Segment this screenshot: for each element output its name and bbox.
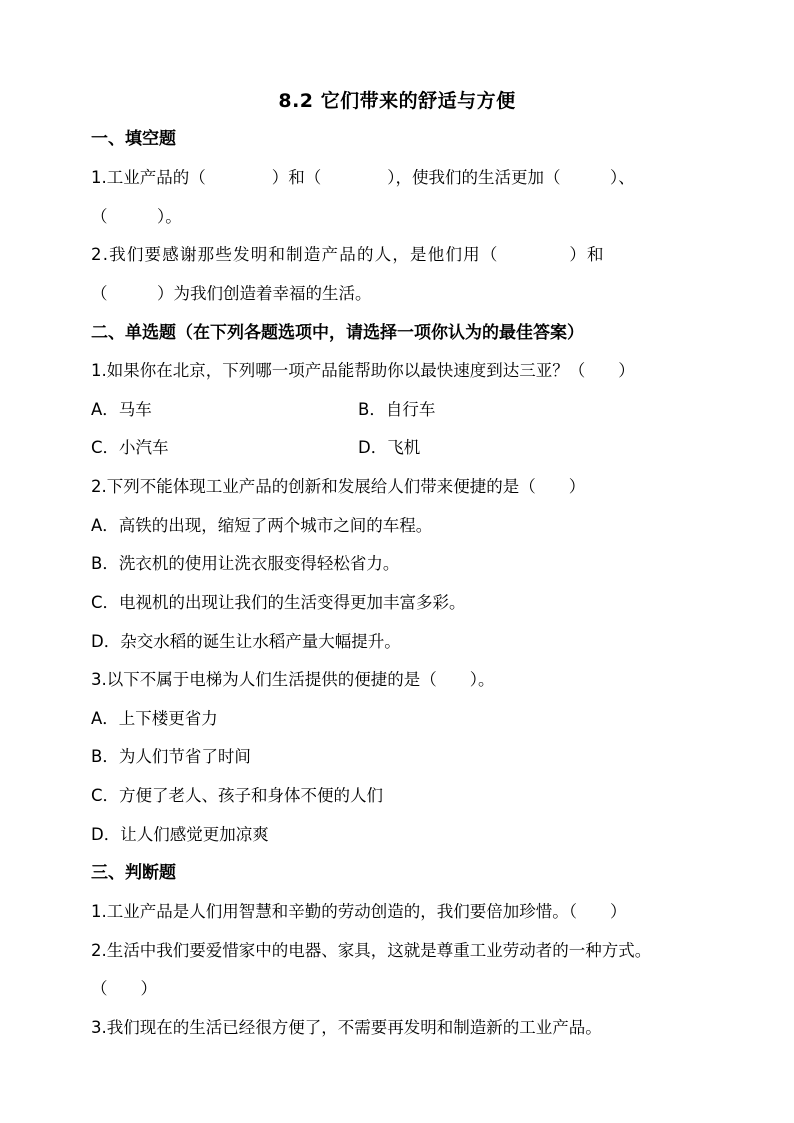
judge-q2-line1: 2.生活中我们要爱惜家中的电器、家具，这就是尊重工业劳动者的一种方式。 xyxy=(91,941,652,960)
choice-q1-option-b: B．自行车 xyxy=(358,400,436,419)
choice-q2-option-a: A．高铁的出现，缩短了两个城市之间的车程。 xyxy=(91,516,433,535)
fill-q1-line2: （ ）。 xyxy=(91,207,182,226)
choice-q3-stem: 3.以下不属于电梯为人们生活提供的便捷的是（ ）。 xyxy=(91,670,495,689)
choice-q3-option-c: C．方便了老人、孩子和身体不便的人们 xyxy=(91,786,384,805)
judge-q2-line2: （ ） xyxy=(91,979,157,998)
fill-q2-line2: （ ）为我们创造着幸福的生活。 xyxy=(91,284,372,303)
choice-q1-option-c: C．小汽车 xyxy=(91,438,169,457)
choice-q1-option-a: A．马车 xyxy=(91,400,152,419)
choice-q1-stem: 1.如果你在北京，下列哪一项产品能帮助你以最快速度到达三亚？（ ） xyxy=(91,361,635,380)
choice-q3-option-b: B．为人们节省了时间 xyxy=(91,747,251,766)
choice-q2-option-c: C．电视机的出现让我们的生活变得更加丰富多彩。 xyxy=(91,593,466,612)
choice-q3-option-a: A．上下楼更省力 xyxy=(91,709,218,728)
section-heading-single-choice: 二、单选题（在下列各题选项中，请选择一项你认为的最佳答案） xyxy=(91,323,584,343)
section-heading-fill-in: 一、填空题 xyxy=(91,129,176,149)
choice-q3-option-d: D．让人们感觉更加凉爽 xyxy=(91,825,269,844)
choice-q2-option-b: B．洗衣机的使用让洗衣服变得轻松省力。 xyxy=(91,554,400,573)
judge-q1: 1.工业产品是人们用智慧和辛勤的劳动创造的，我们要倍加珍惜。（ ） xyxy=(91,902,627,921)
fill-q2-line1: 2.我们要感谢那些发明和制造产品的人，是他们用（ ）和 xyxy=(91,245,605,264)
choice-q2-stem: 2.下列不能体现工业产品的创新和发展给人们带来便捷的是（ ） xyxy=(91,477,586,496)
section-heading-true-false: 三、判断题 xyxy=(91,863,176,883)
choice-q2-option-d: D．杂交水稻的诞生让水稻产量大幅提升。 xyxy=(91,632,401,651)
choice-q1-option-d: D．飞机 xyxy=(358,438,421,457)
page-title: 8.2 它们带来的舒适与方便 xyxy=(278,90,516,112)
judge-q3: 3.我们现在的生活已经很方便了，不需要再发明和制造新的工业产品。 xyxy=(91,1018,602,1037)
fill-q1-line1: 1.工业产品的（ ）和（ ），使我们的生活更加（ ）、 xyxy=(91,168,635,187)
